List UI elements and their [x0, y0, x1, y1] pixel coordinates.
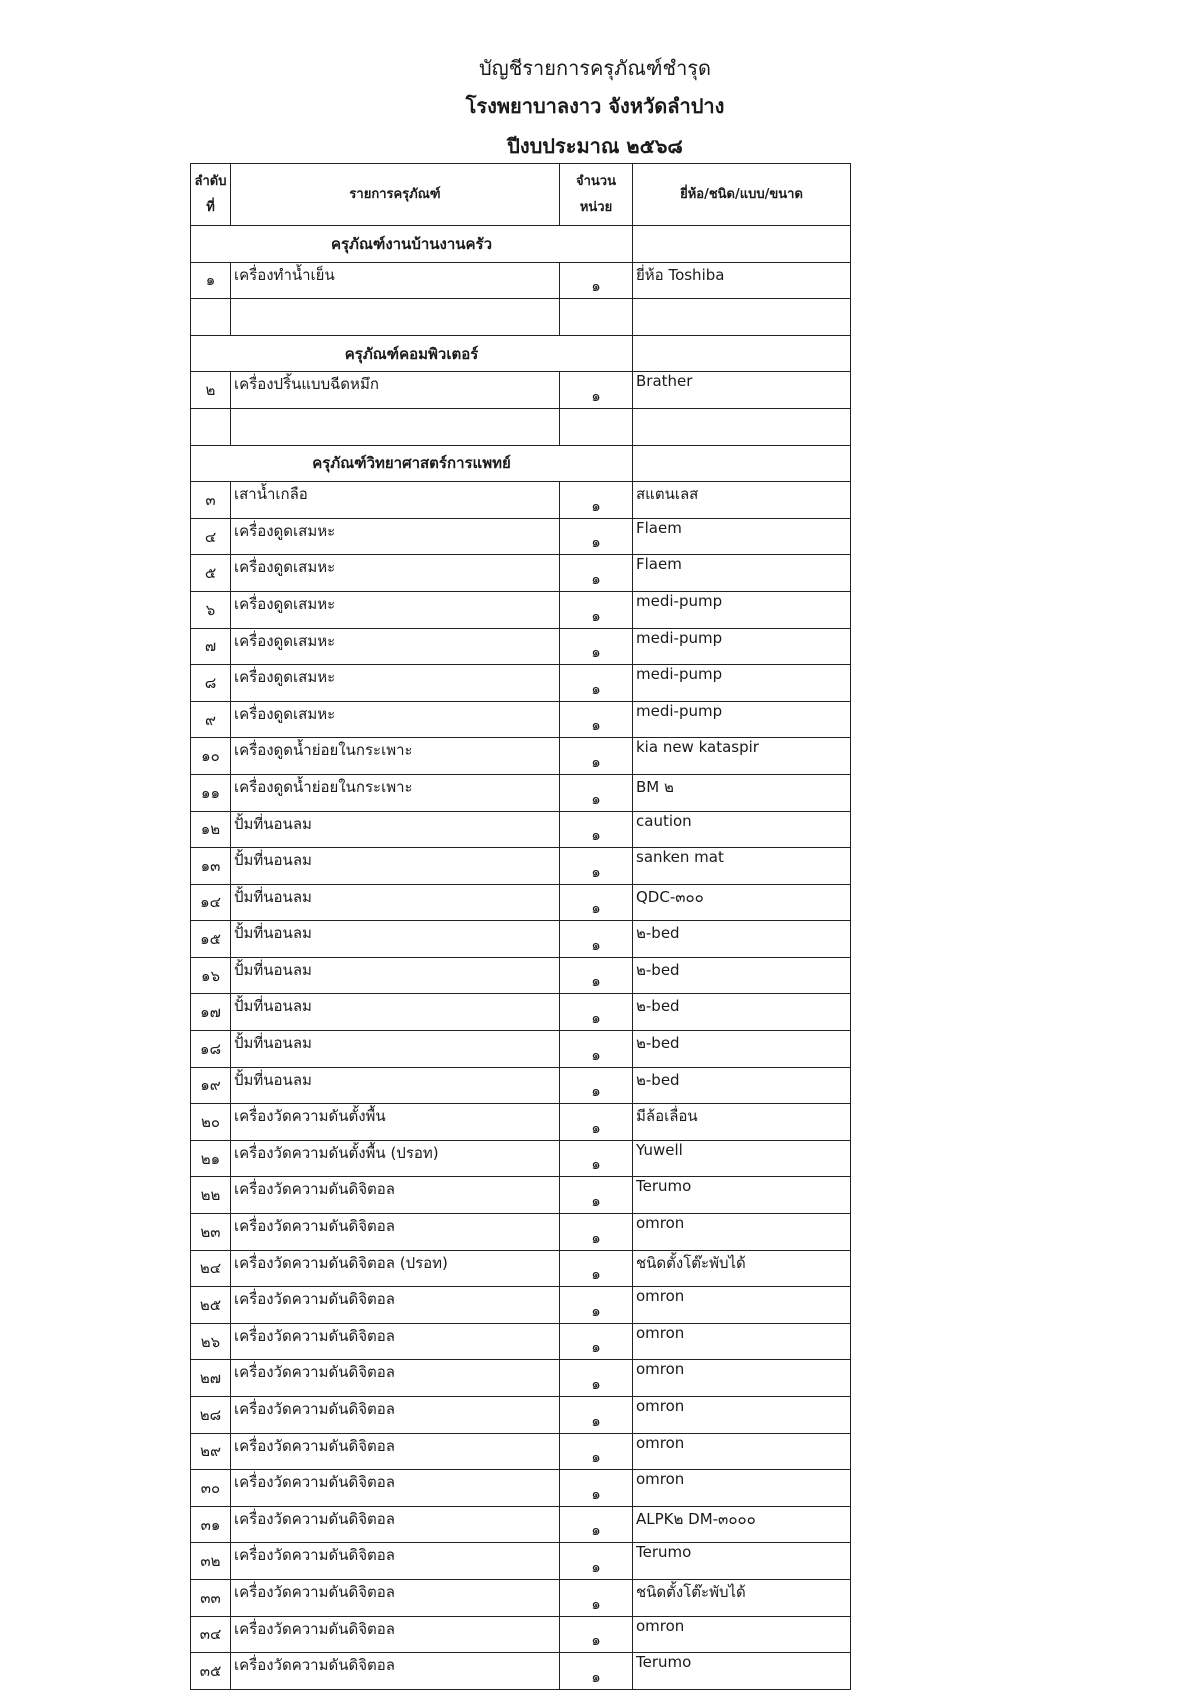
table-row: [191, 1616, 851, 1653]
row-item-name: เครื่องดูดเสมหะ: [231, 665, 560, 702]
table-row: [191, 1140, 851, 1177]
row-quantity: ๑: [560, 482, 633, 519]
row-item-name: เครื่องวัดความดันดิจิตอล: [231, 1506, 560, 1543]
row-brand: Flaem: [633, 518, 851, 555]
table-row: [191, 628, 851, 665]
row-brand: omron: [633, 1360, 851, 1397]
row-item-name: เครื่องวัดความดันดิจิตอล: [231, 1433, 560, 1470]
row-quantity: ๑: [560, 1104, 633, 1141]
blank-cell-brand: [633, 408, 851, 445]
table-header-row: [191, 164, 851, 226]
table-row: [191, 591, 851, 628]
row-item-name: เครื่องวัดความดันดิจิตอล: [231, 1653, 560, 1690]
row-number: ๓๑: [191, 1506, 231, 1543]
row-item-name: เสาน้ำเกลือ: [231, 482, 560, 519]
table-row: [191, 518, 851, 555]
row-quantity: ๑: [560, 1616, 633, 1653]
row-quantity: ๑: [560, 1397, 633, 1434]
category-label: ครุภัณฑ์วิทยาศาสตร์การแพทย์: [191, 445, 633, 482]
row-item-name: เครื่องดูดเสมหะ: [231, 591, 560, 628]
row-number: ๑๑: [191, 774, 231, 811]
row-item-name: เครื่องดูดเสมหะ: [231, 628, 560, 665]
row-brand: ชนิดตั้งโต๊ะพับได้: [633, 1579, 851, 1616]
row-quantity: ๑: [560, 665, 633, 702]
row-quantity: ๑: [560, 1250, 633, 1287]
row-number: ๑๙: [191, 1067, 231, 1104]
row-brand: Flaem: [633, 555, 851, 592]
row-item-name: เครื่องดูดน้ำย่อยในกระเพาะ: [231, 774, 560, 811]
row-quantity: ๑: [560, 1031, 633, 1068]
table-row: [191, 1250, 851, 1287]
row-number: ๒๑: [191, 1140, 231, 1177]
row-quantity: ๑: [560, 1323, 633, 1360]
blank-cell-qty: [560, 408, 633, 445]
row-item-name: ปั้มที่นอนลม: [231, 1031, 560, 1068]
row-brand: sanken mat: [633, 848, 851, 885]
row-brand: Brather: [633, 372, 851, 409]
row-item-name: เครื่องวัดความดันดิจิตอล: [231, 1470, 560, 1507]
row-item-name: เครื่องวัดความดันดิจิตอล: [231, 1397, 560, 1434]
row-brand: ๒-bed: [633, 957, 851, 994]
row-quantity: ๑: [560, 994, 633, 1031]
row-brand: medi-pump: [633, 628, 851, 665]
category-label: ครุภัณฑ์งานบ้านงานครัว: [191, 226, 633, 263]
row-quantity: ๑: [560, 738, 633, 775]
row-number: ๒๐: [191, 1104, 231, 1141]
category-brand-cell: [633, 445, 851, 482]
blank-cell-brand: [633, 299, 851, 336]
category-row: [191, 335, 851, 372]
row-brand: ๒-bed: [633, 994, 851, 1031]
category-row: [191, 445, 851, 482]
table-row: [191, 1067, 851, 1104]
row-number: ๒๙: [191, 1433, 231, 1470]
row-brand: ชนิดตั้งโต๊ะพับได้: [633, 1250, 851, 1287]
row-brand: ALPK๒ DM-๓๐๐๐: [633, 1506, 851, 1543]
row-quantity: ๑: [560, 957, 633, 994]
table-row: [191, 957, 851, 994]
table-row: [191, 482, 851, 519]
row-quantity: ๑: [560, 774, 633, 811]
row-brand: QDC-๓๐๐: [633, 884, 851, 921]
row-item-name: ปั้มที่นอนลม: [231, 1067, 560, 1104]
row-item-name: เครื่องดูดเสมหะ: [231, 518, 560, 555]
row-number: ๑๗: [191, 994, 231, 1031]
table-row: [191, 1543, 851, 1580]
row-number: ๒๘: [191, 1397, 231, 1434]
row-brand: ๒-bed: [633, 1031, 851, 1068]
row-brand: omron: [633, 1470, 851, 1507]
fiscal-year: ปีงบประมาณ ๒๕๖๘: [507, 134, 683, 158]
row-quantity: ๑: [560, 1433, 633, 1470]
row-quantity: ๑: [560, 555, 633, 592]
row-item-name: เครื่องดูดน้ำย่อยในกระเพาะ: [231, 738, 560, 775]
row-number: ๓๒: [191, 1543, 231, 1580]
category-brand-cell: [633, 335, 851, 372]
row-brand: สแตนเลส: [633, 482, 851, 519]
row-quantity: ๑: [560, 701, 633, 738]
row-item-name: เครื่องวัดความดันดิจิตอล (ปรอท): [231, 1250, 560, 1287]
table-row: [191, 262, 851, 299]
hospital-name: โรงพยาบาลงาว จังหวัดลำปาง: [465, 94, 725, 118]
blank-cell-no: [191, 408, 231, 445]
row-item-name: ปั้มที่นอนลม: [231, 811, 560, 848]
table-row: [191, 1323, 851, 1360]
table-row: [191, 555, 851, 592]
row-quantity: ๑: [560, 1360, 633, 1397]
row-brand: มีล้อเลื่อน: [633, 1104, 851, 1141]
row-number: ๑: [191, 262, 231, 299]
table-row: [191, 1214, 851, 1251]
row-quantity: ๑: [560, 1653, 633, 1690]
row-item-name: ปั้มที่นอนลม: [231, 994, 560, 1031]
row-number: ๑๓: [191, 848, 231, 885]
row-number: ๑๒: [191, 811, 231, 848]
table-row: [191, 848, 851, 885]
row-item-name: เครื่องวัดความดันดิจิตอล: [231, 1543, 560, 1580]
row-brand: Terumo: [633, 1653, 851, 1690]
row-number: ๔: [191, 518, 231, 555]
row-item-name: เครื่องดูดเสมหะ: [231, 555, 560, 592]
table-row: [191, 1470, 851, 1507]
table-row: [191, 1360, 851, 1397]
row-item-name: ปั้มที่นอนลม: [231, 848, 560, 885]
row-number: ๑๔: [191, 884, 231, 921]
table-row: [191, 372, 851, 409]
row-quantity: ๑: [560, 1506, 633, 1543]
header-no-line2: ที่: [206, 199, 215, 215]
row-quantity: ๑: [560, 518, 633, 555]
row-item-name: เครื่องวัดความดันตั้งพื้น: [231, 1104, 560, 1141]
table-body: [191, 226, 851, 1690]
row-brand: BM ๒: [633, 774, 851, 811]
row-quantity: ๑: [560, 372, 633, 409]
table-row: [191, 1433, 851, 1470]
row-quantity: ๑: [560, 1579, 633, 1616]
row-number: ๒๓: [191, 1214, 231, 1251]
row-number: ๓: [191, 482, 231, 519]
table-row: [191, 1177, 851, 1214]
row-number: ๓๓: [191, 1579, 231, 1616]
row-quantity: ๑: [560, 1177, 633, 1214]
row-item-name: ปั้มที่นอนลม: [231, 884, 560, 921]
document-title: บัญชีรายการครุภัณฑ์ชำรุด: [478, 56, 712, 80]
header-qty: [560, 164, 633, 226]
row-number: ๑๖: [191, 957, 231, 994]
row-item-name: เครื่องวัดความดันดิจิตอล: [231, 1616, 560, 1653]
row-number: ๑๘: [191, 1031, 231, 1068]
row-quantity: ๑: [560, 1067, 633, 1104]
table-row: [191, 774, 851, 811]
row-number: ๑๐: [191, 738, 231, 775]
table-row: [191, 994, 851, 1031]
row-brand: medi-pump: [633, 701, 851, 738]
row-quantity: ๑: [560, 628, 633, 665]
row-item-name: เครื่องวัดความดันดิจิตอล: [231, 1287, 560, 1324]
row-number: ๒๖: [191, 1323, 231, 1360]
blank-row: [191, 299, 851, 336]
table-row: [191, 701, 851, 738]
row-number: ๑๕: [191, 921, 231, 958]
row-brand: omron: [633, 1433, 851, 1470]
row-brand: omron: [633, 1214, 851, 1251]
row-brand: Yuwell: [633, 1140, 851, 1177]
row-number: ๒๕: [191, 1287, 231, 1324]
row-item-name: เครื่องดูดเสมหะ: [231, 701, 560, 738]
row-quantity: ๑: [560, 1543, 633, 1580]
row-item-name: เครื่องวัดความดันดิจิตอล: [231, 1177, 560, 1214]
row-brand: medi-pump: [633, 665, 851, 702]
table-row: [191, 1579, 851, 1616]
row-number: ๓๐: [191, 1470, 231, 1507]
row-number: ๓๕: [191, 1653, 231, 1690]
row-brand: medi-pump: [633, 591, 851, 628]
row-number: ๙: [191, 701, 231, 738]
blank-cell-no: [191, 299, 231, 336]
header-brand: ยี่ห้อ/ชนิด/แบบ/ขนาด: [633, 164, 851, 226]
row-brand: Terumo: [633, 1177, 851, 1214]
row-quantity: ๑: [560, 591, 633, 628]
row-brand: omron: [633, 1397, 851, 1434]
blank-cell-qty: [560, 299, 633, 336]
header-no: [191, 164, 231, 226]
table-row: [191, 738, 851, 775]
row-item-name: เครื่องวัดความดันตั้งพื้น (ปรอท): [231, 1140, 560, 1177]
row-number: ๒๒: [191, 1177, 231, 1214]
row-quantity: ๑: [560, 1140, 633, 1177]
category-label: ครุภัณฑ์คอมพิวเตอร์: [191, 335, 633, 372]
row-quantity: ๑: [560, 262, 633, 299]
row-item-name: ปั้มที่นอนลม: [231, 957, 560, 994]
row-brand: ๒-bed: [633, 921, 851, 958]
row-number: ๒๗: [191, 1360, 231, 1397]
row-quantity: ๑: [560, 921, 633, 958]
table-row: [191, 1287, 851, 1324]
row-item-name: เครื่องวัดความดันดิจิตอล: [231, 1214, 560, 1251]
table-row: [191, 1031, 851, 1068]
row-item-name: ปั้มที่นอนลม: [231, 921, 560, 958]
row-quantity: ๑: [560, 848, 633, 885]
header-qty-line2: หน่วย: [579, 199, 613, 215]
header-qty-line1: จำนวน: [576, 173, 616, 189]
row-item-name: เครื่องปริ้นแบบฉีดหมึก: [231, 372, 560, 409]
row-quantity: ๑: [560, 1214, 633, 1251]
blank-cell-item: [231, 299, 560, 336]
row-number: ๕: [191, 555, 231, 592]
row-quantity: ๑: [560, 1470, 633, 1507]
row-item-name: เครื่องทำน้ำเย็น: [231, 262, 560, 299]
table-row: [191, 665, 851, 702]
row-number: ๖: [191, 591, 231, 628]
row-number: ๘: [191, 665, 231, 702]
row-item-name: เครื่องวัดความดันดิจิตอล: [231, 1360, 560, 1397]
table-row: [191, 1506, 851, 1543]
inventory-table: [190, 163, 851, 1690]
row-number: ๗: [191, 628, 231, 665]
row-quantity: ๑: [560, 1287, 633, 1324]
row-brand: kia new kataspir: [633, 738, 851, 775]
table-row: [191, 1104, 851, 1141]
table-row: [191, 1397, 851, 1434]
header-item: รายการครุภัณฑ์: [231, 164, 560, 226]
row-item-name: เครื่องวัดความดันดิจิตอล: [231, 1323, 560, 1360]
table-row: [191, 921, 851, 958]
row-number: ๒๔: [191, 1250, 231, 1287]
row-brand: omron: [633, 1616, 851, 1653]
row-brand: ยี่ห้อ Toshiba: [633, 262, 851, 299]
category-row: [191, 226, 851, 263]
row-brand: omron: [633, 1287, 851, 1324]
row-brand: ๒-bed: [633, 1067, 851, 1104]
category-brand-cell: [633, 226, 851, 263]
blank-cell-item: [231, 408, 560, 445]
row-brand: omron: [633, 1323, 851, 1360]
row-quantity: ๑: [560, 811, 633, 848]
row-number: ๒: [191, 372, 231, 409]
table-row: [191, 884, 851, 921]
row-item-name: เครื่องวัดความดันดิจิตอล: [231, 1579, 560, 1616]
header-no-line1: ลำดับ: [194, 173, 227, 189]
row-quantity: ๑: [560, 884, 633, 921]
row-number: ๓๔: [191, 1616, 231, 1653]
row-brand: Terumo: [633, 1543, 851, 1580]
row-brand: caution: [633, 811, 851, 848]
table-row: [191, 811, 851, 848]
blank-row: [191, 408, 851, 445]
